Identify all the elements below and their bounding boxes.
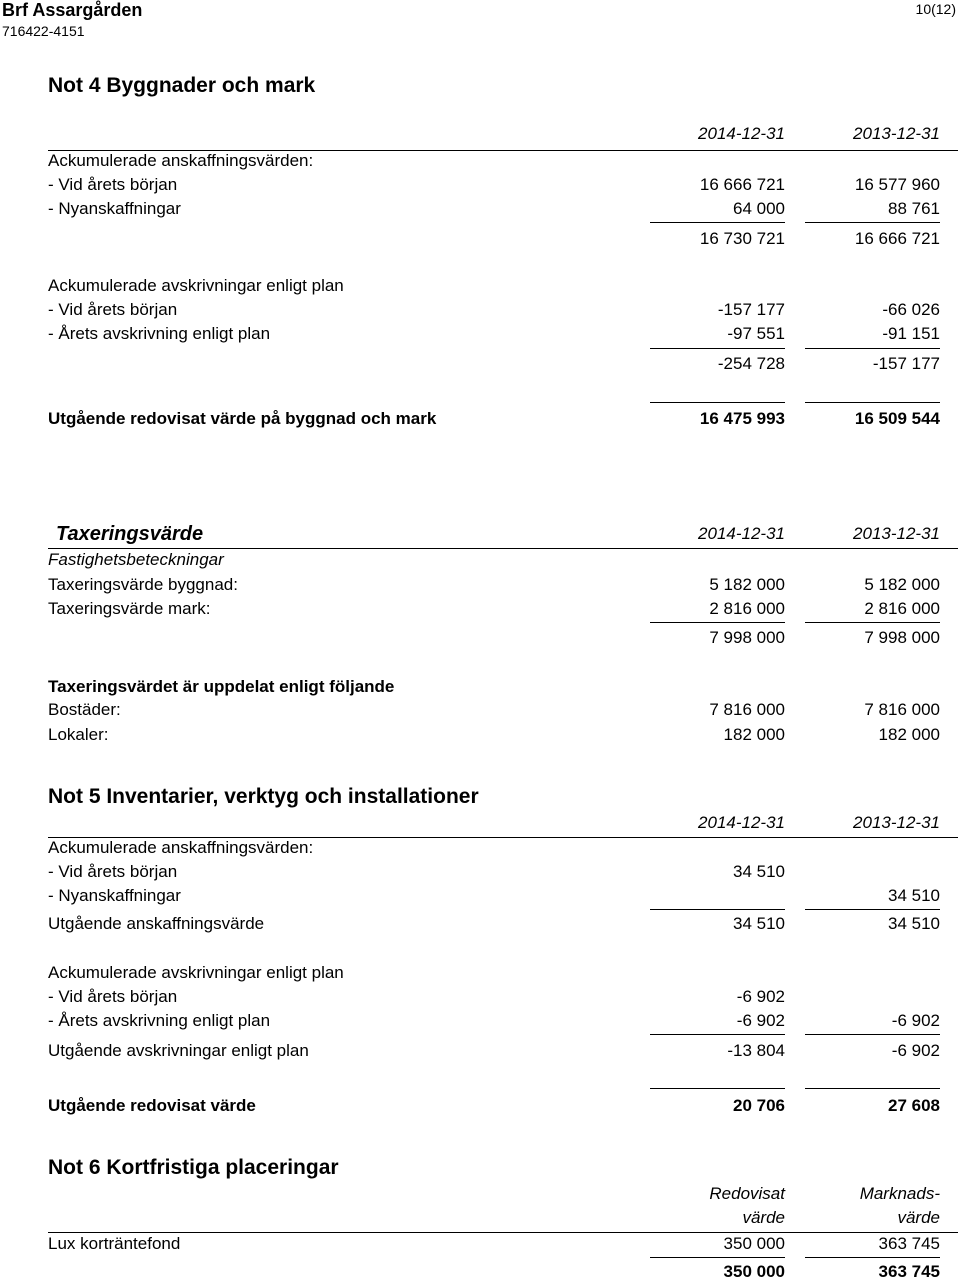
underline [805,1034,940,1035]
tax-title: Taxeringsvärde [56,523,204,545]
note4-acq-total-2013: 16 666 721 [854,229,940,248]
tax-row-value-2014: 2 816 000 [709,599,785,618]
note4-dep-row-value-2014: -97 551 [727,324,785,343]
tax-total-2013: 7 998 000 [864,628,940,647]
underline [805,222,940,223]
note6-row-label: Lux korträntefond [48,1234,181,1253]
note4-acq-row-value-2013: 88 761 [888,199,940,218]
tax-total-2014: 7 998 000 [709,628,785,647]
note5-acq-total-2014: 34 510 [733,914,785,933]
note4-title: Not 4 Byggnader och mark [48,74,316,97]
note5-dep-total-2014: -13 804 [727,1041,785,1060]
underline [805,909,940,910]
underline [650,622,785,623]
underline [805,622,940,623]
note4-dep-row-value-2014: -157 177 [717,300,785,319]
tax-split-heading: Taxeringsvärdet är uppdelat enligt följande [48,677,395,696]
tax-split-value-2014: 7 816 000 [709,700,785,719]
note4-acq-row-value-2014: 16 666 721 [699,175,785,194]
note4-acq-total-2014: 16 730 721 [699,229,785,248]
underline [650,402,785,403]
note5-dep-row-label: - Årets avskrivning enligt plan [48,1011,271,1030]
note5-dep-total-label: Utgående avskrivningar enligt plan [48,1041,309,1060]
note4-dep-total-2013: -157 177 [872,354,940,373]
underline [650,222,785,223]
underline [805,1257,940,1258]
note5-acq-total-label: Utgående anskaffningsvärde [48,914,265,933]
tax-row-label: Taxeringsvärde byggnad: [48,575,238,594]
tax-split-label: Lokaler: [48,725,109,744]
note6-total-marknad: 363 745 [878,1262,940,1281]
tax-split-value-2013: 182 000 [878,725,940,744]
note4-dep-row-value-2013: -66 026 [882,300,940,319]
page-number: 10(12) [915,1,956,17]
tax-col1-header: 2014-12-31 [698,524,785,543]
organization-number: 716422-4151 [2,23,85,39]
note5-dep-row-value-2014: -6 902 [736,987,785,1006]
tax-row-value-2013: 2 816 000 [864,599,940,618]
tax-split-value-2013: 7 816 000 [864,700,940,719]
note5-acq-row-value-2013: 34 510 [888,886,940,905]
underline [650,1034,785,1035]
tax-row-value-2014: 5 182 000 [709,575,785,594]
note5-col1-header: 2014-12-31 [698,813,785,832]
underline [805,348,940,349]
note6-col1-header-line2: värde [742,1208,785,1227]
note4-dep-row-label: - Årets avskrivning enligt plan [48,324,271,343]
underline [805,402,940,403]
note5-dep-row-value-2014: -6 902 [736,1011,785,1030]
underline [650,1088,785,1089]
note5-col2-header: 2013-12-31 [853,813,940,832]
note5-acq-row-value-2014: 34 510 [733,862,785,881]
note6-col1-header-line1: Redovisat [709,1184,785,1203]
note4-dep-row-value-2013: -91 151 [882,324,940,343]
note5-dep-total-2013: -6 902 [891,1041,940,1060]
note6-col2-header-line1: Marknads- [859,1184,940,1203]
note6-title: Not 6 Kortfristiga placeringar [48,1156,339,1179]
note5-dep-row-value-2013: -6 902 [891,1011,940,1030]
note4-acq-row-value-2013: 16 577 960 [854,175,940,194]
tax-split-value-2014: 182 000 [723,725,785,744]
note4-acq-heading: Ackumulerade anskaffningsvärden: [48,151,314,170]
note4-dep-heading: Ackumulerade avskrivningar enligt plan [48,276,344,295]
note4-closing-2014: 16 475 993 [699,409,785,428]
note4-col1-header: 2014-12-31 [698,124,785,143]
note4-acq-row-label: - Vid årets början [48,175,178,194]
organization-name: Brf Assargården [2,0,143,20]
tax-row-value-2013: 5 182 000 [864,575,940,594]
note6-row-value-redovisat: 350 000 [723,1234,785,1253]
tax-subheading: Fastighetsbeteckningar [48,550,224,569]
note5-closing-label: Utgående redovisat värde [48,1096,256,1115]
note5-dep-row-label: - Vid årets början [48,987,178,1006]
note5-closing-2013: 27 608 [888,1096,940,1115]
note5-acq-heading: Ackumulerade anskaffningsvärden: [48,838,314,857]
tax-header-rule [48,548,958,549]
note4-closing-2013: 16 509 544 [854,409,940,428]
tax-col2-header: 2013-12-31 [853,524,940,543]
underline [805,1088,940,1089]
note6-total-redovisat: 350 000 [723,1262,785,1281]
tax-row-label: Taxeringsvärde mark: [48,599,211,618]
note5-acq-row-label: - Nyanskaffningar [48,886,181,905]
underline [650,909,785,910]
note4-acq-row-value-2014: 64 000 [733,199,785,218]
note5-title: Not 5 Inventarier, verktyg och installationer [48,785,479,808]
note4-col2-header: 2013-12-31 [853,124,940,143]
note5-dep-heading: Ackumulerade avskrivningar enligt plan [48,963,344,982]
note4-closing-label: Utgående redovisat värde på byggnad och mark [48,409,437,428]
note4-dep-total-2014: -254 728 [717,354,785,373]
note5-acq-total-2013: 34 510 [888,914,940,933]
note5-closing-2014: 20 706 [733,1096,785,1115]
underline [650,348,785,349]
note6-header-rule [48,1232,958,1233]
tax-split-label: Bostäder: [48,700,121,719]
underline [650,1257,785,1258]
note5-acq-row-label: - Vid årets början [48,862,178,881]
note6-col2-header-line2: värde [897,1208,940,1227]
note4-acq-row-label: - Nyanskaffningar [48,199,181,218]
note4-dep-row-label: - Vid årets början [48,300,178,319]
note6-row-value-marknad: 363 745 [878,1234,940,1253]
